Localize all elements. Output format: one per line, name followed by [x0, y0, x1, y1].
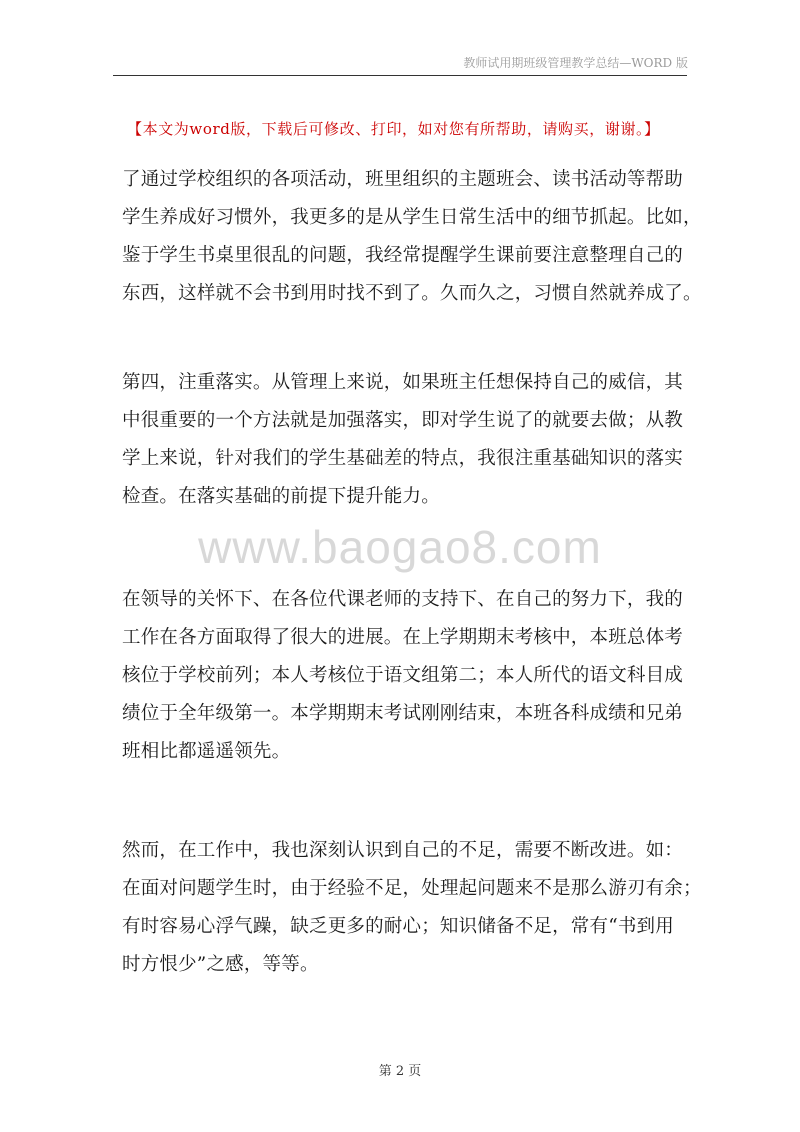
page-header-title: 教师试用期班级管理教学总结—WORD 版 [463, 56, 688, 70]
text-line: 绩位于全年级第一。本学期期末考试刚刚结束，本班各科成绩和兄弟 [122, 703, 684, 724]
text-line: 东西，这样就不会书到用时找不到了。久而久之，习惯自然就养成了。 [122, 283, 702, 304]
text-line: 然而，在工作中，我也深刻认识到自己的不足，需要不断改进。如： [122, 840, 684, 861]
text-line: 班相比都遥遥领先。 [122, 741, 291, 762]
text-line: 第四，注重落实。从管理上来说，如果班主任想保持自己的威信，其 [122, 372, 684, 393]
download-notice: 【本文为word版，下载后可修改、打印，如对您有所帮助，请购买，谢谢。】 [127, 120, 660, 138]
paragraph-shortcomings [122, 832, 702, 984]
text-line: 学上来说，针对我们的学生基础差的特点，我很注重基础知识的落实 [122, 448, 684, 469]
header-divider [113, 75, 687, 76]
watermark-text: www.baogao8.com [198, 521, 602, 573]
text-line: 检查。在落实基础的前提下提升能力。 [122, 486, 440, 507]
page-number: 第 2 页 [378, 1064, 422, 1079]
text-line: 时方恨少”之感，等等。 [122, 954, 319, 975]
text-line: 学生养成好习惯外，我更多的是从学生日常生活中的细节抓起。比如， [122, 207, 702, 228]
text-line: 鉴于学生书桌里很乱的问题，我经常提醒学生课前要注意整理自己的 [122, 245, 684, 266]
text-line: 在领导的关怀下、在各位代课老师的支持下、在自己的努力下，我的 [122, 589, 684, 610]
text-line: 了通过学校组织的各项活动，班里组织的主题班会、读书活动等帮助 [122, 169, 684, 190]
text-line: 在面对问题学生时，由于经验不足，处理起问题来不是那么游刃有余； [122, 878, 702, 899]
text-line: 中很重要的一个方法就是加强落实，即对学生说了的就要去做；从教 [122, 410, 684, 431]
text-line: 工作在各方面取得了很大的进展。在上学期期末考核中，本班总体考 [122, 627, 684, 648]
text-line: 核位于学校前列；本人考核位于语文组第二；本人所代的语文科目成 [122, 665, 684, 686]
text-line: 有时容易心浮气躁，缺乏更多的耐心；知识储备不足，常有“书到用 [122, 916, 674, 937]
paragraph-achievements [122, 581, 682, 771]
paragraph-habits [122, 161, 702, 313]
paragraph-implementation [122, 364, 682, 516]
